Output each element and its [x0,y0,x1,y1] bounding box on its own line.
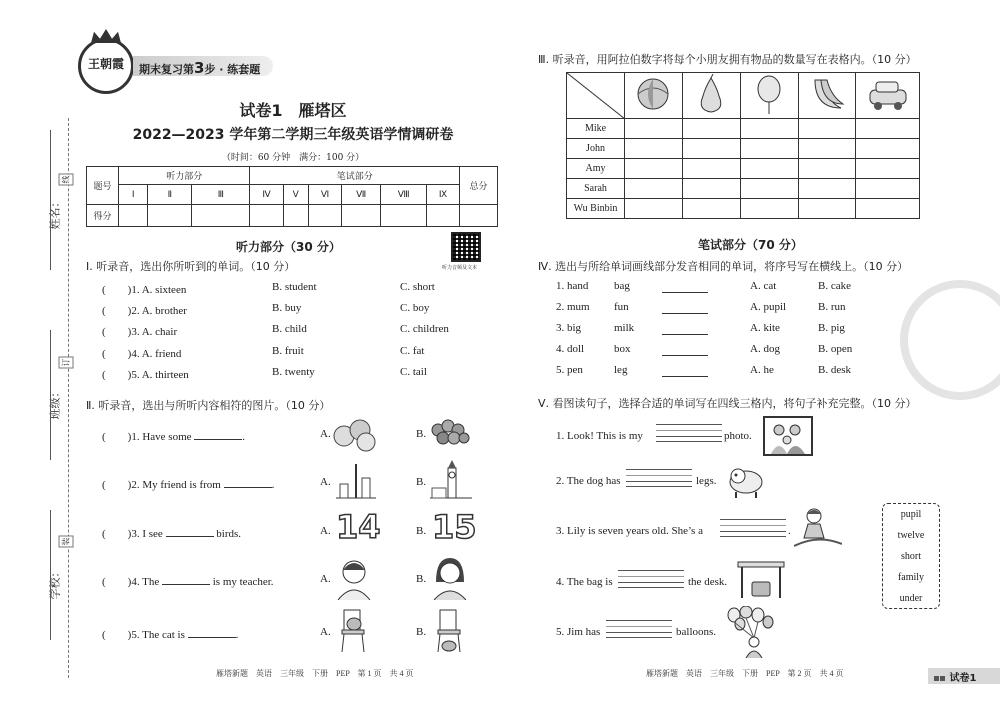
part1-title: Ⅰ. 听录音，选出你所听到的单词。（10 分） [86,260,296,273]
part2-title: Ⅱ. 听录音，选出与所听内容相符的图片。（10 分） [86,399,331,412]
qr-code-icon[interactable] [451,232,481,262]
part1-item-c: C. boy [400,302,430,314]
part4-option-b: B. run [818,301,846,313]
part4-option-b: B. open [818,343,853,355]
cat-on-chair-icon[interactable] [334,608,374,654]
part4-word1: 3. big [556,322,582,334]
part4-option-a: A. he [750,364,774,376]
score-col: Ⅷ [381,185,427,205]
score-header-total: 总分 [460,167,498,205]
count-header [740,73,798,119]
option-b-label: B. [416,626,427,638]
part4-answer-blank[interactable] [662,334,708,335]
count-cell[interactable] [798,179,856,199]
listening-heading: 听力部分（30 分） [236,240,341,254]
four-line-answer[interactable] [720,519,786,537]
part4-option-a: A. pupil [750,301,787,313]
part4-word2: leg [614,364,628,376]
school-label: 学校： [48,566,62,600]
part4-word2: bag [614,280,630,292]
answer-blank[interactable] [194,430,242,440]
count-cell[interactable] [682,179,740,199]
score-col: Ⅴ [283,185,308,205]
part1-item-b: B. twenty [272,366,315,378]
banner-step: 3 [194,59,205,77]
part4-option-a: A. dog [750,343,780,355]
score-cell[interactable] [308,205,341,227]
class-field[interactable] [50,330,51,460]
score-cell[interactable] [342,205,381,227]
score-cell[interactable] [283,205,308,227]
count-cell[interactable] [682,199,740,219]
option-a-label: A. [320,428,331,440]
part2-question-2: ( )2. My friend is from . [102,479,275,491]
answer-blank[interactable] [162,575,210,585]
part1-item-c: C. fat [400,345,425,357]
writing-heading: 笔试部分（70 分） [698,238,803,252]
part2-question-5: ( )5. The cat is . [102,629,239,641]
count-header [798,73,856,119]
banner-suffix: 步 · 练套题 [204,63,261,76]
ball-icon [633,76,673,112]
count-header [682,73,740,119]
part4-answer-blank[interactable] [662,376,708,377]
count-cell[interactable] [740,119,798,139]
name-field[interactable] [50,130,51,270]
part4-answer-blank[interactable] [662,355,708,356]
word-bank-item: family [897,572,925,583]
binding-tag-xian: 线 [59,174,74,186]
binding-cut-line [68,118,69,678]
score-col: Ⅲ [192,185,250,205]
part4-word1: 2. mum [556,301,590,313]
word-bank-item: twelve [897,530,925,541]
city-tower-icon[interactable] [332,460,378,502]
score-col: Ⅱ [148,185,192,205]
woman-teacher-icon[interactable] [430,556,470,600]
toy-car-icon [866,76,910,112]
word-bank-item: pupil [900,509,922,520]
banner-prefix: 期末复习第 [139,63,194,76]
count-table [566,72,920,219]
part2-question-4: ( )4. The is my teacher. [102,576,274,588]
part5-title: Ⅴ. 看图读句子，选择合适的单词写在四线三格内，将句子补充完整。（10 分） [538,397,917,410]
score-row-label: 得分 [87,205,119,227]
four-line-answer[interactable] [626,469,692,487]
part1-item-a: ( )5. A. thirteen [102,369,189,381]
watermark-seal [900,280,1000,400]
qr-caption: 听力音频及文本 [442,265,478,271]
count-name: John [567,139,625,159]
part2-question-1: ( )1. Have some . [102,431,246,443]
count-cell[interactable] [856,119,920,139]
balloons-boy-icon[interactable] [724,606,776,658]
paper-tag-label: 试卷1 [949,673,977,684]
count-header [856,73,920,119]
number-14-image[interactable]: 14 [336,508,381,546]
big-ben-icon[interactable] [428,460,474,502]
grapes-icon[interactable] [428,416,472,450]
answer-blank[interactable] [166,527,214,537]
count-cell[interactable] [625,159,683,179]
part1-item-a: ( )4. A. friend [102,348,182,360]
part4-option-a: A. cat [750,280,777,292]
answer-blank[interactable] [188,628,236,638]
four-line-answer[interactable] [618,570,684,588]
count-name: Sarah [567,179,625,199]
count-cell[interactable] [682,119,740,139]
part1-item-a: ( )2. A. brother [102,305,187,317]
part4-word1: 1. hand [556,280,589,292]
count-cell[interactable] [740,179,798,199]
word-bank-item: short [901,551,921,562]
score-col: Ⅵ [308,185,341,205]
part4-option-b: B. pig [818,322,845,334]
count-name: Mike [567,119,625,139]
score-header-listening: 听力部分 [119,167,250,185]
dog-icon[interactable] [724,460,768,500]
square-icon [940,676,945,681]
logo-text: 王朝霞 [87,57,124,71]
part4-option-b: B. cake [818,280,851,292]
answer-blank[interactable] [224,478,272,488]
count-cell[interactable] [682,159,740,179]
square-icon [934,676,939,681]
count-cell[interactable] [740,159,798,179]
score-cell[interactable] [119,205,148,227]
count-cell[interactable] [682,139,740,159]
score-header-writing: 笔试部分 [250,167,460,185]
score-cell[interactable] [427,205,460,227]
part1-item-b: B. fruit [272,345,304,357]
exam-title: 2022—2023 学年第二学期三年级英语学情调研卷 [132,127,454,143]
count-cell[interactable] [856,159,920,179]
count-cell[interactable] [740,139,798,159]
part4-answer-blank[interactable] [662,292,708,293]
part4-word2: box [614,343,631,355]
part1-item-b: B. child [272,323,307,335]
option-a-label: A. [320,626,331,638]
review-step-banner [133,56,273,76]
count-cell[interactable] [856,139,920,159]
option-b-label: B. [416,428,427,440]
number-15-image[interactable]: 15 [432,508,477,546]
school-field[interactable] [50,510,51,640]
part5-sentence-2-pre: 2. The dog has [556,475,621,487]
score-col: Ⅶ [342,185,381,205]
cat-under-chair-icon[interactable] [430,608,470,654]
part2-question-3: ( )3. I see birds. [102,528,242,540]
class-label: 班级： [48,386,62,420]
part1-item-c: C. children [400,323,449,335]
footer-left: 雁塔新题 英语 三年级 下册 PEP 第 1 页 共 4 页 [216,669,414,678]
count-name: Amy [567,159,625,179]
girl-pupil-icon[interactable] [794,504,842,548]
banana-icon [807,74,847,114]
exam-info: （时间：60 分钟 满分：100 分） [221,153,365,163]
four-line-answer[interactable] [656,424,722,442]
word-bank-item: under [899,593,923,604]
paper-tag [928,668,1000,684]
count-cell[interactable] [798,199,856,219]
part1-item-b: B. student [272,281,317,293]
option-a-label: A. [320,573,331,585]
count-cell[interactable] [625,119,683,139]
count-cell[interactable] [798,139,856,159]
score-cell[interactable] [148,205,192,227]
balloon-icon [749,74,789,114]
part5-sentence-5-pre: 5. Jim has [556,626,601,638]
family-photo-icon[interactable] [763,416,813,456]
part4-title: Ⅳ. 选出与所给单词画线部分发音相同的单词，将序号写在横线上。（10 分） [538,260,909,273]
score-cell[interactable] [460,205,498,227]
part1-item-c: C. tail [400,366,427,378]
option-a-label: A. [320,525,331,537]
word-bank [882,503,940,609]
score-cell[interactable] [381,205,427,227]
count-cell[interactable] [740,199,798,219]
part5-sentence-3-post: . [788,525,791,537]
part4-word1: 4. doll [556,343,585,355]
part4-word2: fun [614,301,629,313]
part5-sentence-4-pre: 4. The bag is [556,576,613,588]
count-cell[interactable] [625,199,683,219]
score-table [86,166,498,227]
part1-item-c: C. short [400,281,435,293]
count-cell[interactable] [798,119,856,139]
part4-word1: 5. pen [556,364,583,376]
count-table-corner [567,73,625,119]
score-cell[interactable] [192,205,250,227]
footer-right: 雁塔新题 英语 三年级 下册 PEP 第 2 页 共 4 页 [646,669,844,678]
option-b-label: B. [416,476,427,488]
part5-sentence-5-post: balloons. [676,626,717,638]
paper-title: 试卷1 雁塔区 [239,101,347,120]
part5-sentence-1-post: photo. [724,430,752,442]
count-cell[interactable] [856,179,920,199]
score-header-q: 题号 [87,167,119,205]
part3-title: Ⅲ. 听录音，用阿拉伯数字将每个小朋友拥有物品的数量写在表格内。（10 分） [538,53,917,66]
score-col: Ⅰ [119,185,148,205]
part1-item-a: ( )3. A. chair [102,326,178,338]
part5-sentence-3-pre: 3. Lily is seven years old. She’s a [556,525,703,537]
man-teacher-icon[interactable] [334,556,374,600]
apples-icon[interactable] [332,416,378,452]
part4-option-a: A. kite [750,322,780,334]
bag-under-desk-icon[interactable] [736,560,786,600]
part4-option-b: B. desk [818,364,851,376]
option-b-label: B. [416,573,427,585]
score-cell[interactable] [250,205,283,227]
count-header [625,73,683,119]
part5-sentence-2-post: legs. [696,475,717,487]
option-b-label: B. [416,525,427,537]
name-label: 姓名： [48,196,62,230]
count-name: Wu Binbin [567,199,625,219]
part1-item-a: ( )1. A. sixteen [102,284,187,296]
binding-tag-zhuang: 装 [59,536,74,548]
part1-item-b: B. buy [272,302,302,314]
score-col: Ⅸ [427,185,460,205]
count-cell[interactable] [798,159,856,179]
crown-icon [91,29,121,43]
score-col: Ⅳ [250,185,283,205]
part5-sentence-4-post: the desk. [688,576,728,588]
pear-icon [691,74,731,114]
binding-tag-ding: 订 [59,357,74,369]
part5-sentence-1-pre: 1. Look! This is my [556,430,643,442]
option-a-label: A. [320,476,331,488]
part4-answer-blank[interactable] [662,313,708,314]
brand-logo [78,38,134,94]
four-line-answer[interactable] [606,620,672,638]
count-cell[interactable] [625,139,683,159]
part4-word2: milk [614,322,635,334]
count-cell[interactable] [856,199,920,219]
count-cell[interactable] [625,179,683,199]
